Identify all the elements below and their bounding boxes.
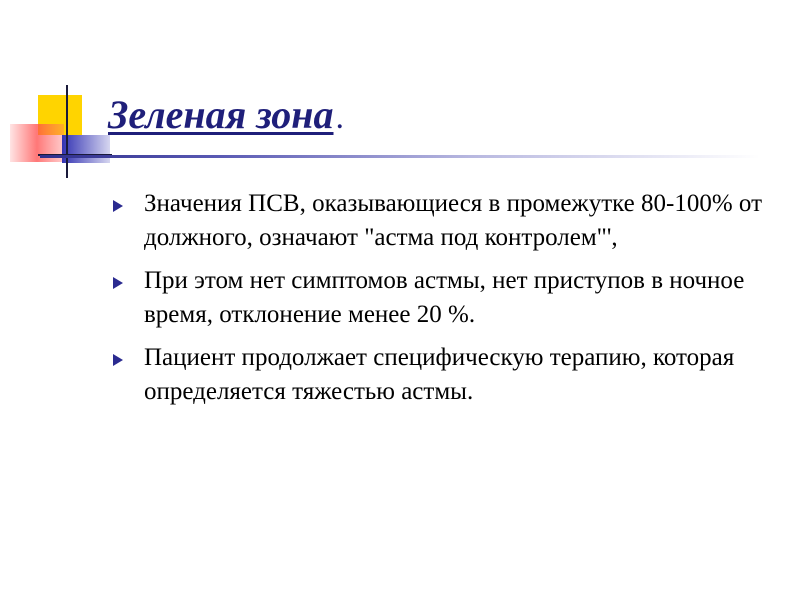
bullet-text-3: Пациент продолжает специфическую терапию, которая определяется тяжестью астмы. [144,344,735,405]
triangle-bullet-icon [113,200,123,212]
triangle-bullet-icon [113,354,123,366]
bullet-item-3 [110,341,780,409]
bullet-list [110,187,780,418]
corner-logo-icon [0,0,120,190]
bullet-text-2: При этом нет симптомов астмы, нет приступов в ночное время, отклонение менее 20 %. [144,267,745,328]
bullet-item-2 [110,264,780,332]
logo-blue-square [62,135,110,163]
slide-title-period: . [335,99,344,136]
bullet-item-1 [110,187,780,255]
slide-title [108,91,344,142]
triangle-bullet-icon [113,277,123,289]
bullet-text-1: Значения ПСВ, оказывающиеся в промежутке 80-100% от должного, означают "астма под контролем"', [144,190,762,251]
slide-title-text: Зеленая зона [108,92,334,137]
title-underline-rule [40,155,760,158]
